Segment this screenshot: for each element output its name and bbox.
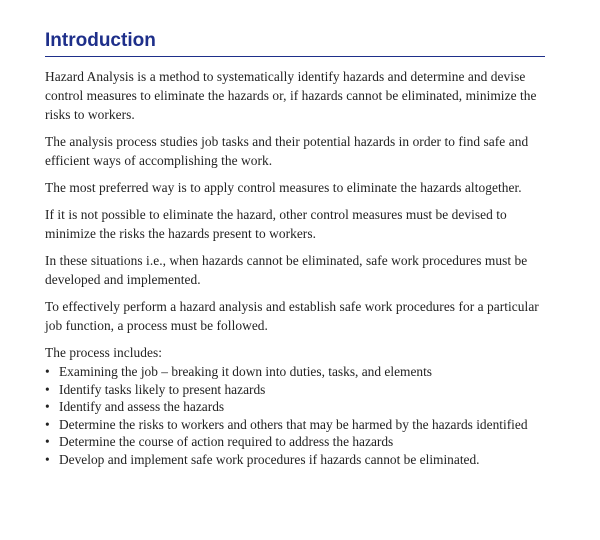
process-list-intro: The process includes: xyxy=(45,345,163,360)
paragraph-process-followed: To effectively perform a hazard analysis and establish safe work procedures for a particular job function, a process must be followed. xyxy=(45,299,539,333)
list-item-text: Identify tasks likely to present hazards xyxy=(59,381,266,397)
section-heading: Introduction xyxy=(45,30,156,51)
bullet-icon: • xyxy=(45,451,50,467)
list-item xyxy=(45,398,545,416)
paragraph-process-studies: The analysis process studies job tasks and their potential hazards in order to find safe and efficient ways of accomplishing the work. xyxy=(45,134,529,168)
list-item xyxy=(45,381,545,399)
list-item xyxy=(45,363,545,381)
list-item xyxy=(45,451,545,469)
paragraph-other-measures: If it is not possible to eliminate the hazard, other control measures must be devised to minimize the risks the hazards present to workers. xyxy=(45,207,507,241)
list-item-text: Develop and implement safe work procedures if hazards cannot be eliminated. xyxy=(59,451,480,467)
heading-underline xyxy=(45,56,545,57)
bullet-icon: • xyxy=(45,364,50,379)
list-item xyxy=(45,433,545,451)
bullet-icon: • xyxy=(45,381,50,397)
list-item xyxy=(45,416,545,434)
list-item-text: Identify and assess the hazards xyxy=(59,399,225,415)
bullet-icon: • xyxy=(45,434,50,450)
bullet-icon: • xyxy=(45,399,50,415)
bullet-icon: • xyxy=(45,416,50,432)
list-item-text: Determine the risks to workers and others that may be harmed by the hazards identified xyxy=(59,416,528,432)
paragraph-safe-procedures: In these situations i.e., when hazards cannot be eliminated, safe work procedures must be developed and implemented. xyxy=(45,253,528,287)
paragraph-preferred-way: The most preferred way is to apply control measures to eliminate the hazards altogether. xyxy=(45,180,522,195)
process-list xyxy=(45,363,545,469)
document-page xyxy=(45,30,545,469)
list-item-text: Determine the course of action required to address the hazards xyxy=(59,434,394,450)
paragraph-intro: Hazard Analysis is a method to systematically identify hazards and determine and devise control measures to eliminate the hazards or, if hazards cannot be eliminated, minimize the risks to workers. xyxy=(45,69,537,122)
list-item-text: Examining the job – breaking it down into duties, tasks, and elements xyxy=(59,364,433,379)
